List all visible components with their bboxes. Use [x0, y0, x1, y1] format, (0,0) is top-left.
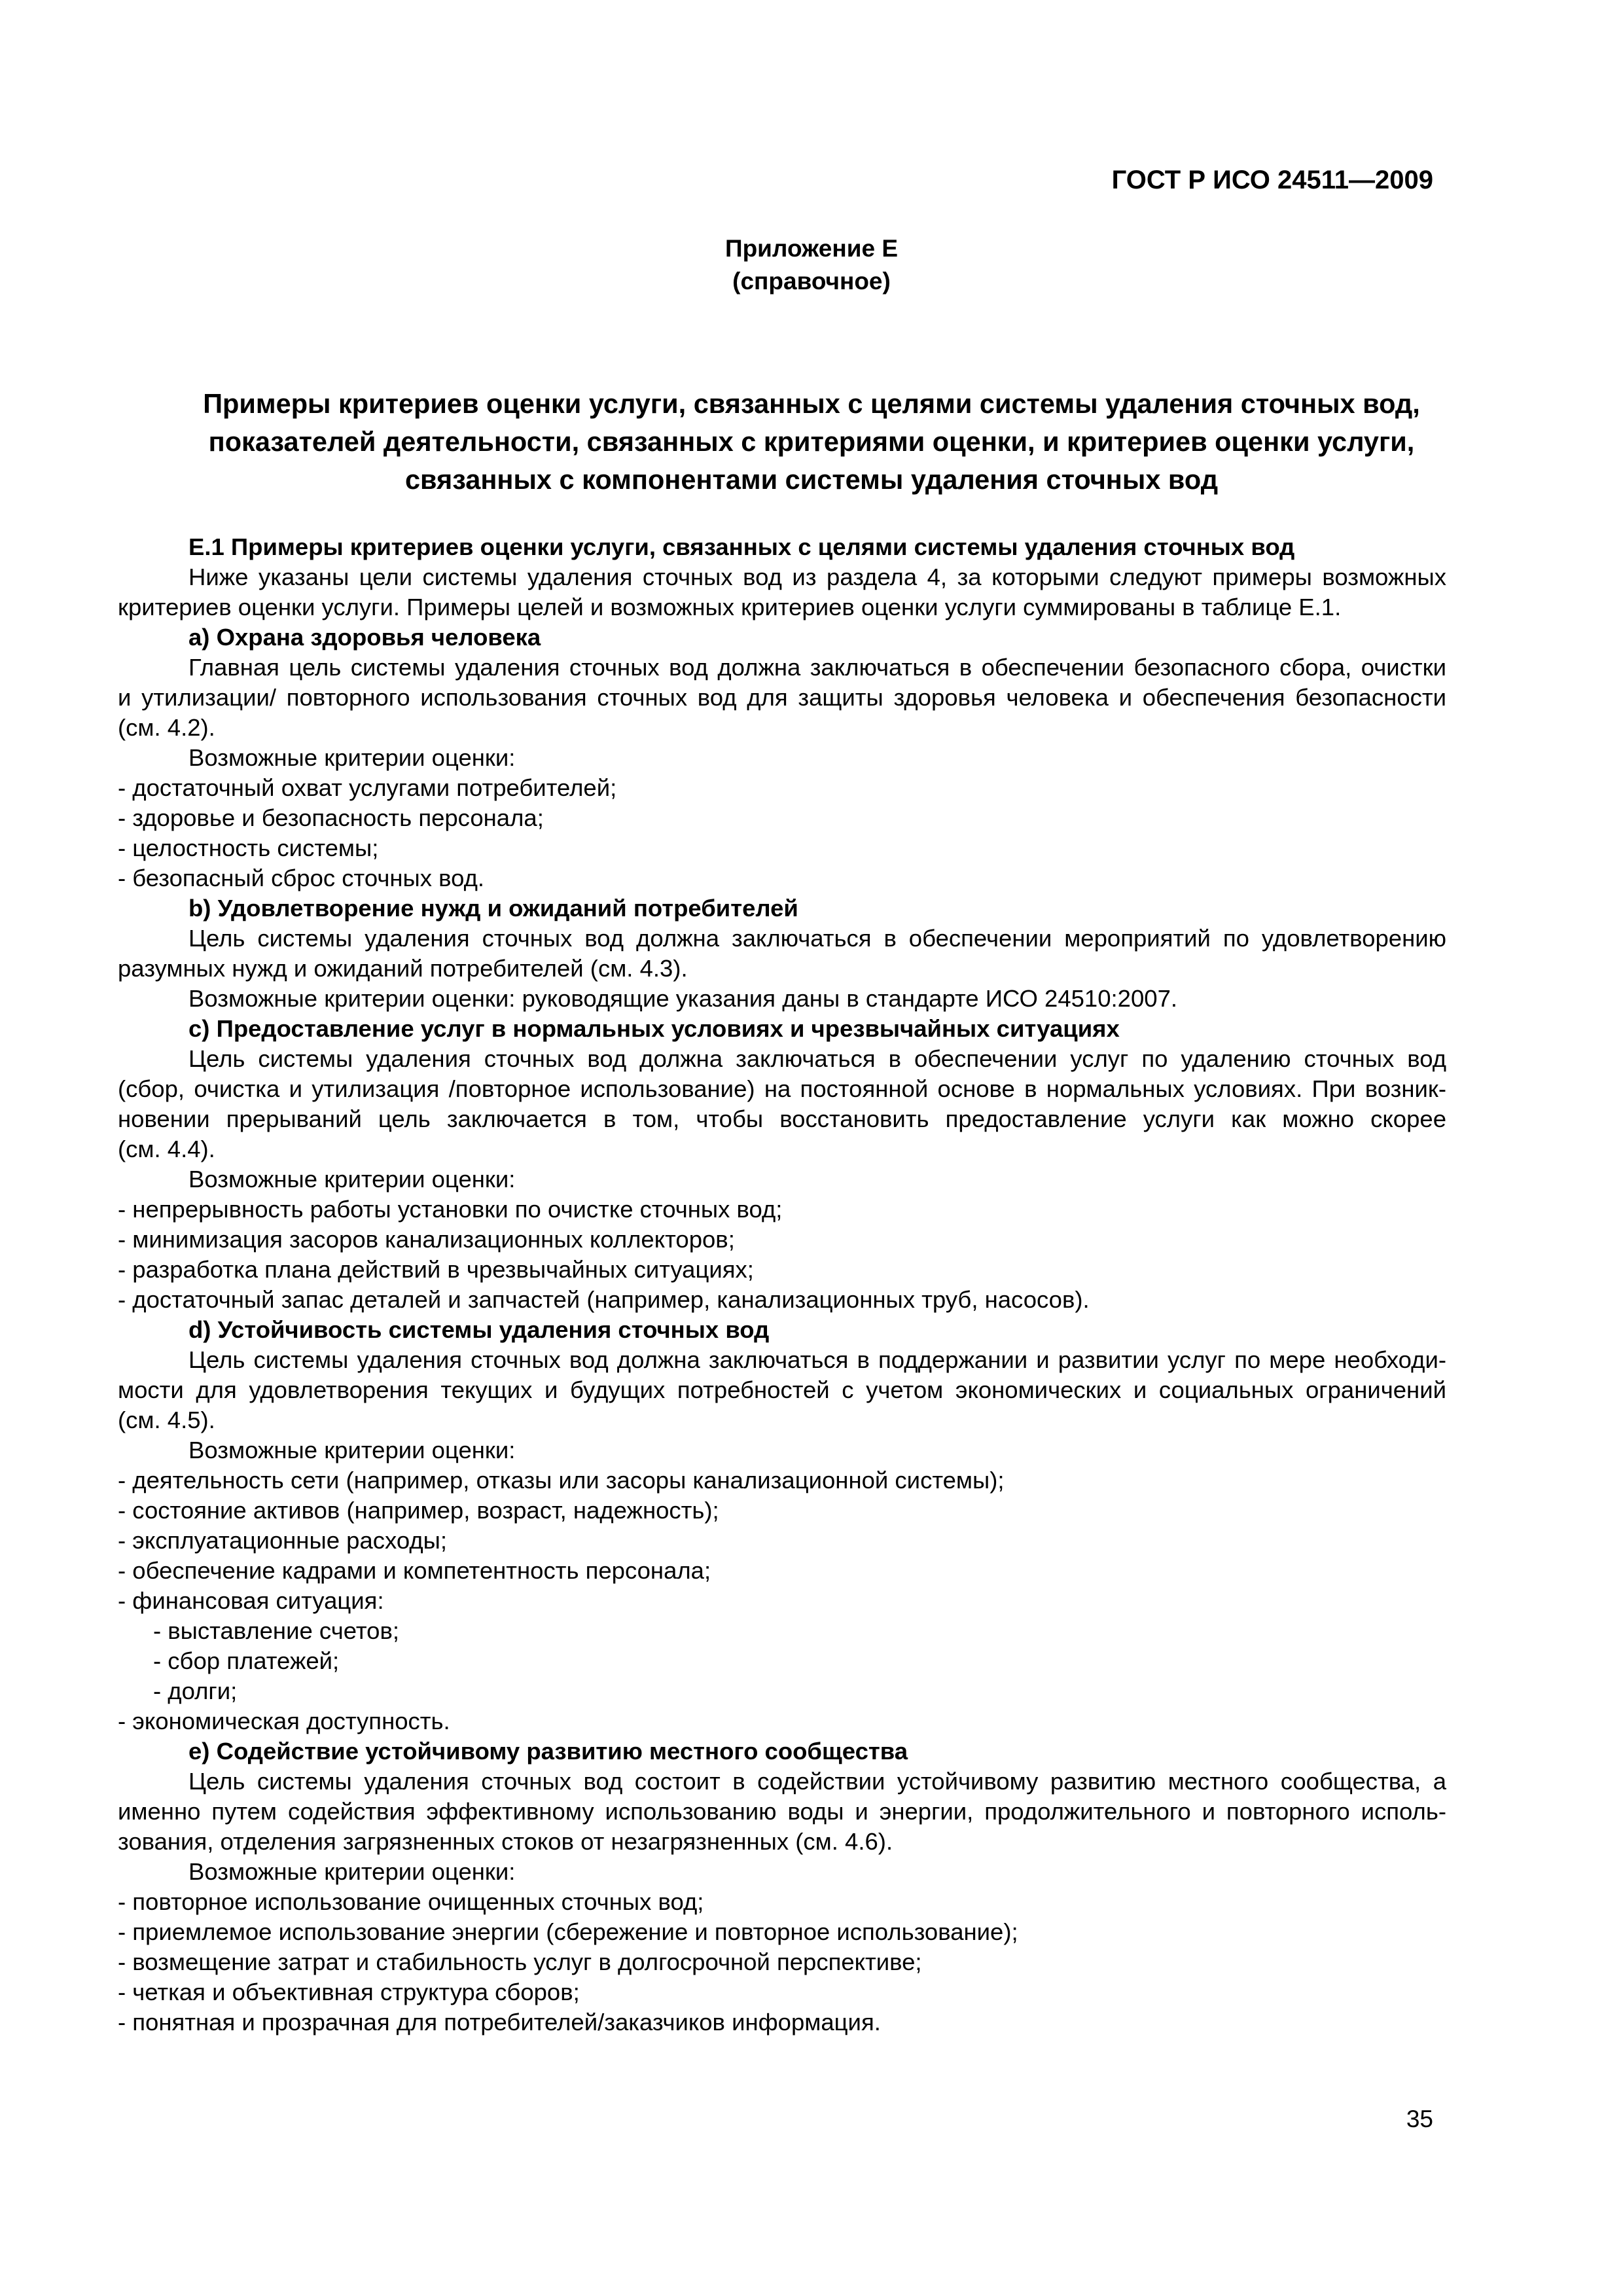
- criteria-label: Возможные критерии оценки:: [188, 1437, 516, 1463]
- title-line: Примеры критериев оценки услуги, связанных с целями системы удаления сточных вод,: [203, 388, 1420, 419]
- list-item: - экономическая доступность.: [118, 1708, 450, 1734]
- sub-list-item: - долги;: [153, 1677, 238, 1704]
- paragraph-line: Ниже указаны цели системы удаления сточных вод из раздела 4, за которыми следуют примеры возможных: [188, 564, 1446, 590]
- document-code: ГОСТ Р ИСО 24511—2009: [1111, 166, 1433, 194]
- list-item: - приемлемое использование энергии (сбережение и повторное использование);: [118, 1918, 1018, 1945]
- subsection-heading-e: e) Содействие устойчивому развитию местного сообщества: [188, 1738, 908, 1765]
- paragraph-line: Цель системы удаления сточных вод должна заключаться в поддержании и развитии услуг по мере необходи-: [188, 1346, 1446, 1373]
- list-item: - обеспечение кадрами и компетентность персонала;: [118, 1557, 711, 1584]
- list-item: - возмещение затрат и стабильность услуг в долгосрочной перспективе;: [118, 1948, 922, 1975]
- paragraph-line: критериев оценки услуги. Примеры целей и возможных критериев оценки услуги суммированы в таблице Е.1.: [118, 594, 1342, 620]
- paragraph-line: именно путем содействия эффективному использованию воды и энергии, продолжительного и повторного исполь-: [118, 1798, 1446, 1825]
- paragraph-line: новении прерываний цель заключается в том, чтобы восстановить предоставление услуги как можно скорее: [118, 1105, 1446, 1132]
- list-item: - четкая и объективная структура сборов;: [118, 1979, 580, 2005]
- criteria-label: Возможные критерии оценки:: [188, 744, 516, 771]
- list-item: - безопасный сброс сточных вод.: [118, 865, 485, 891]
- list-item: - состояние активов (например, возраст, надежность);: [118, 1497, 719, 1524]
- paragraph-line: Цель системы удаления сточных вод должна заключаться в обеспечении мероприятий по удовлетворению: [188, 925, 1446, 952]
- title-line: показателей деятельности, связанных с критериями оценки, и критериев оценки услуги,: [208, 426, 1415, 457]
- paragraph-line: Главная цель системы удаления сточных вод должна заключаться в обеспечении безопасного сбора, очистки: [188, 654, 1446, 681]
- list-item: - финансовая ситуация:: [118, 1587, 384, 1614]
- criteria-line: Возможные критерии оценки: руководящие указания даны в стандарте ИСО 24510:2007.: [188, 985, 1178, 1012]
- paragraph-line: Цель системы удаления сточных вод состоит в содействии устойчивому развитию местного сообщества, а: [188, 1768, 1446, 1795]
- paragraph-line: Цель системы удаления сточных вод должна заключаться в обеспечении услуг по удалению сточных вод: [188, 1045, 1446, 1072]
- list-item: - понятная и прозрачная для потребителей/заказчиков информация.: [118, 2009, 881, 2036]
- list-item: - повторное использование очищенных сточных вод;: [118, 1888, 704, 1915]
- sub-list-item: - сбор платежей;: [153, 1647, 340, 1674]
- paragraph-line: (см. 4.2).: [118, 714, 215, 741]
- title-line: связанных с компонентами системы удаления сточных вод: [404, 464, 1219, 495]
- document-body: [118, 532, 1446, 2037]
- subsection-heading-c: c) Предоставление услуг в нормальных условиях и чрезвычайных ситуациях: [188, 1015, 1120, 1042]
- appendix-heading: [0, 232, 1623, 298]
- subsection-heading-d: d) Устойчивость системы удаления сточных вод: [188, 1316, 770, 1343]
- paragraph-line: (сбор, очистка и утилизация /повторное использование) на постоянной основе в нормальных условиях. При возник-: [118, 1075, 1446, 1102]
- paragraph-line: (см. 4.4).: [118, 1136, 215, 1162]
- appendix-label: Приложение Е: [724, 235, 899, 262]
- list-item: - разработка плана действий в чрезвычайных ситуациях;: [118, 1256, 754, 1283]
- list-item: - целостность системы;: [118, 834, 379, 861]
- criteria-label: Возможные критерии оценки:: [188, 1166, 516, 1193]
- paragraph-line: мости для удовлетворения текущих и будущих потребностей с учетом экономических и социальных ограничений: [118, 1376, 1446, 1403]
- page-number: 35: [1406, 2106, 1433, 2132]
- list-item: - достаточный запас деталей и запчастей (например, канализационных труб, насосов).: [118, 1286, 1090, 1313]
- criteria-label: Возможные критерии оценки:: [188, 1858, 516, 1885]
- appendix-title: [118, 385, 1505, 499]
- appendix-type: (справочное): [732, 268, 891, 295]
- paragraph-line: разумных нужд и ожиданий потребителей (см. 4.3).: [118, 955, 688, 982]
- list-item: - эксплуатационные расходы;: [118, 1527, 447, 1554]
- subsection-heading-a: a) Охрана здоровья человека: [188, 624, 541, 651]
- paragraph-line: зования, отделения загрязненных стоков от незагрязненных (см. 4.6).: [118, 1828, 893, 1855]
- sub-list-item: - выставление счетов;: [153, 1617, 399, 1644]
- paragraph-line: и утилизации/ повторного использования сточных вод для защиты здоровья человека и обеспечения безопасности: [118, 684, 1446, 711]
- subsection-heading-b: b) Удовлетворение нужд и ожиданий потребителей: [188, 895, 798, 922]
- list-item: - достаточный охват услугами потребителей;: [118, 774, 617, 801]
- list-item: - деятельность сети (например, отказы или засоры канализационной системы);: [118, 1467, 1005, 1494]
- list-item: - минимизация засоров канализационных коллекторов;: [118, 1226, 735, 1253]
- list-item: - здоровье и безопасность персонала;: [118, 804, 544, 831]
- list-item: - непрерывность работы установки по очистке сточных вод;: [118, 1196, 783, 1223]
- paragraph-line: (см. 4.5).: [118, 1407, 215, 1433]
- section-heading-e1: Е.1 Примеры критериев оценки услуги, связанных с целями системы удаления сточных вод: [188, 533, 1295, 560]
